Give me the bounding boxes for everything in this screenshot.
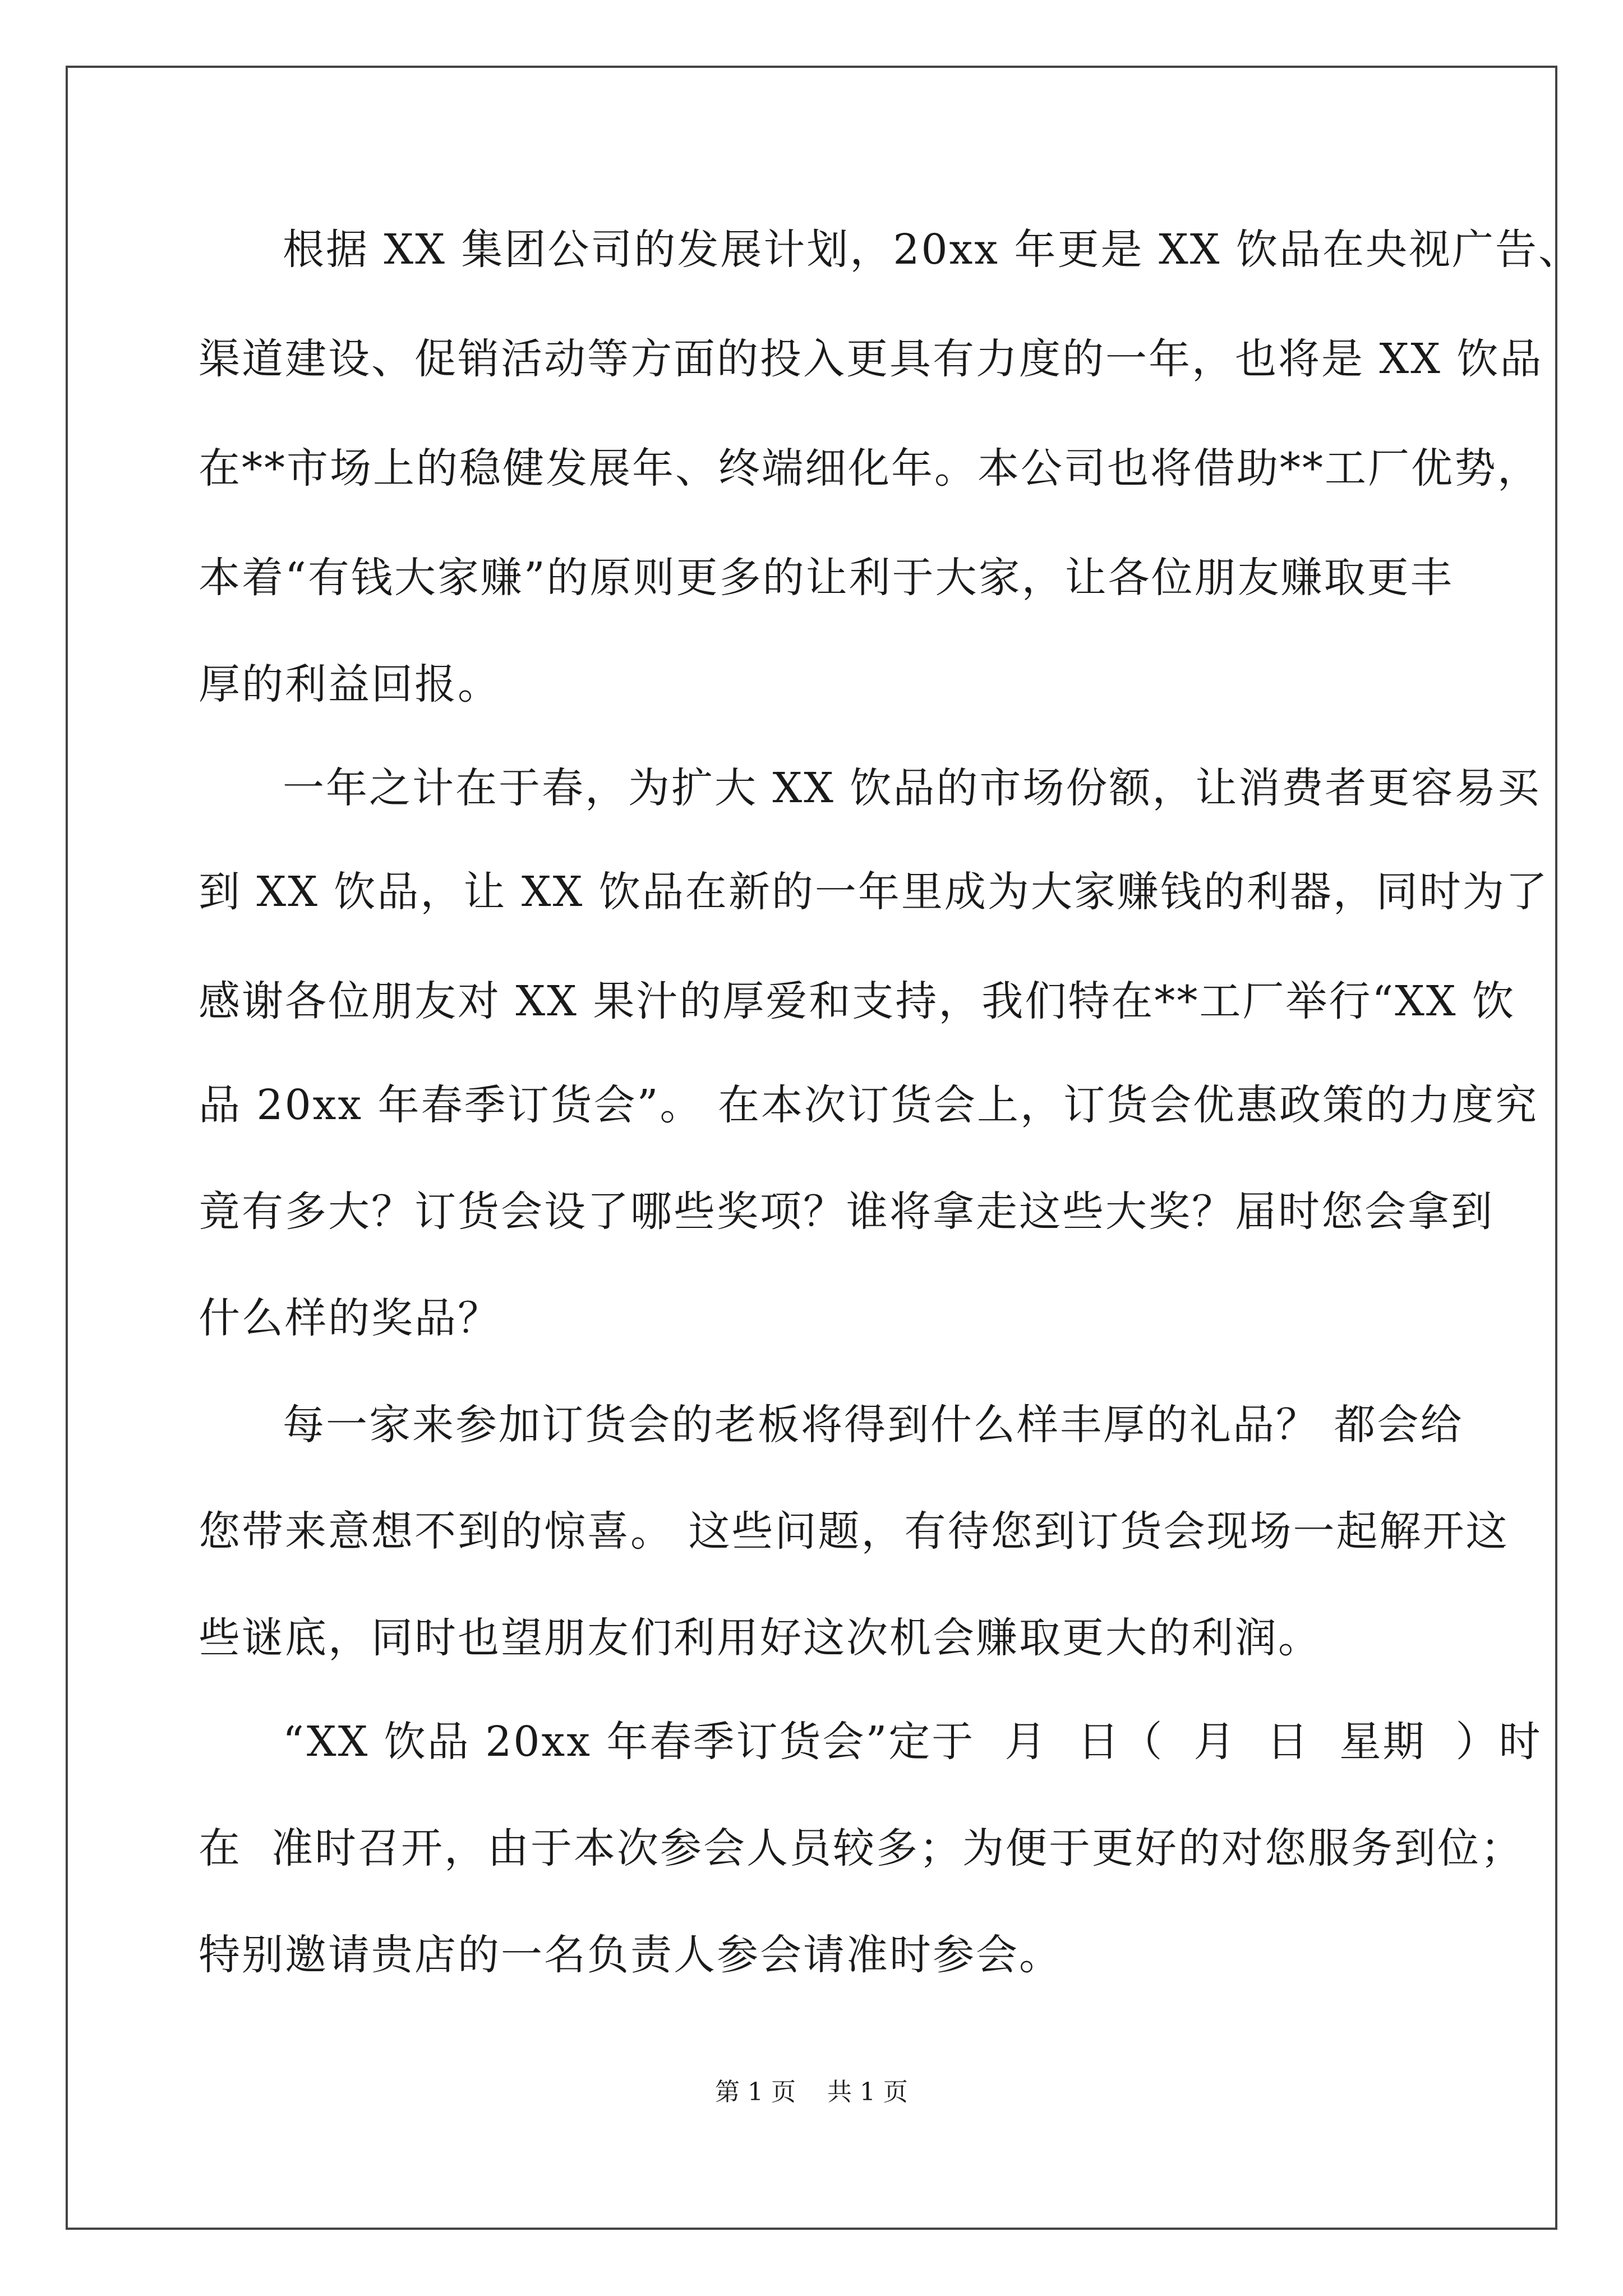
paragraph-3-line-1: 每一家来参加订货会的老板将得到什么样丰厚的礼品？ 都会给 xyxy=(283,1401,1464,1449)
paragraph-2-line-3: 感谢各位朋友对 XX 果汁的厚爱和支持，我们特在**工厂举行“XX 饮 xyxy=(199,977,1516,1025)
page-footer: 第 1 页 共 1 页 xyxy=(715,2078,908,2106)
page-border xyxy=(66,66,1581,2230)
paragraph-2-line-1: 一年之计在于春，为扩大 XX 饮品的市场份额，让消费者更容易买 xyxy=(283,764,1541,812)
paragraph-3-line-3: 些谜底，同时也望朋友们利用好这次机会赚取更大的利润。 xyxy=(199,1614,1321,1662)
paragraph-4-line-3: 特别邀请贵店的一名负责人参会请准时参会。 xyxy=(199,1931,1062,1979)
paragraph-2-line-4: 品 20xx 年春季订货会”。 在本次订货会上，订货会优惠政策的力度究 xyxy=(199,1081,1539,1129)
paragraph-1-line-4: 本着“有钱大家赚”的原则更多的让利于大家，让各位朋友赚取更丰 xyxy=(199,554,1454,602)
paragraph-1-line-2: 渠道建设、促销活动等方面的投入更具有力度的一年，也将是 XX 饮品 xyxy=(199,335,1543,383)
paragraph-1-line-3: 在**市场上的稳健发展年、终端细化年。本公司也将借助**工厂优势， xyxy=(199,444,1541,493)
paragraph-3-line-2: 您带来意想不到的惊喜。 这些问题，有待您到订货会现场一起解开这 xyxy=(199,1507,1509,1556)
paragraph-1-line-5: 厚的利益回报。 xyxy=(199,660,501,708)
paragraph-2-line-6: 什么样的奖品？ xyxy=(199,1294,501,1342)
paragraph-2-line-2: 到 XX 饮品，让 XX 饮品在新的一年里成为大家赚钱的利器，同时为了 xyxy=(199,868,1549,916)
paragraph-4-line-1: “XX 饮品 20xx 年春季订货会”定于 月 日（ 月 日 星期 ）时 xyxy=(283,1718,1542,1766)
paragraph-2-line-5: 竟有多大？订货会设了哪些奖项？谁将拿走这些大奖？届时您会拿到 xyxy=(199,1188,1494,1236)
paragraph-1-line-1: 根据 XX 集团公司的发展计划，20xx 年更是 XX 饮品在央视广告、 xyxy=(283,226,1581,274)
paragraph-4-line-2: 在 准时召开，由于本次参会人员较多；为便于更好的对您服务到位； xyxy=(199,1824,1524,1872)
